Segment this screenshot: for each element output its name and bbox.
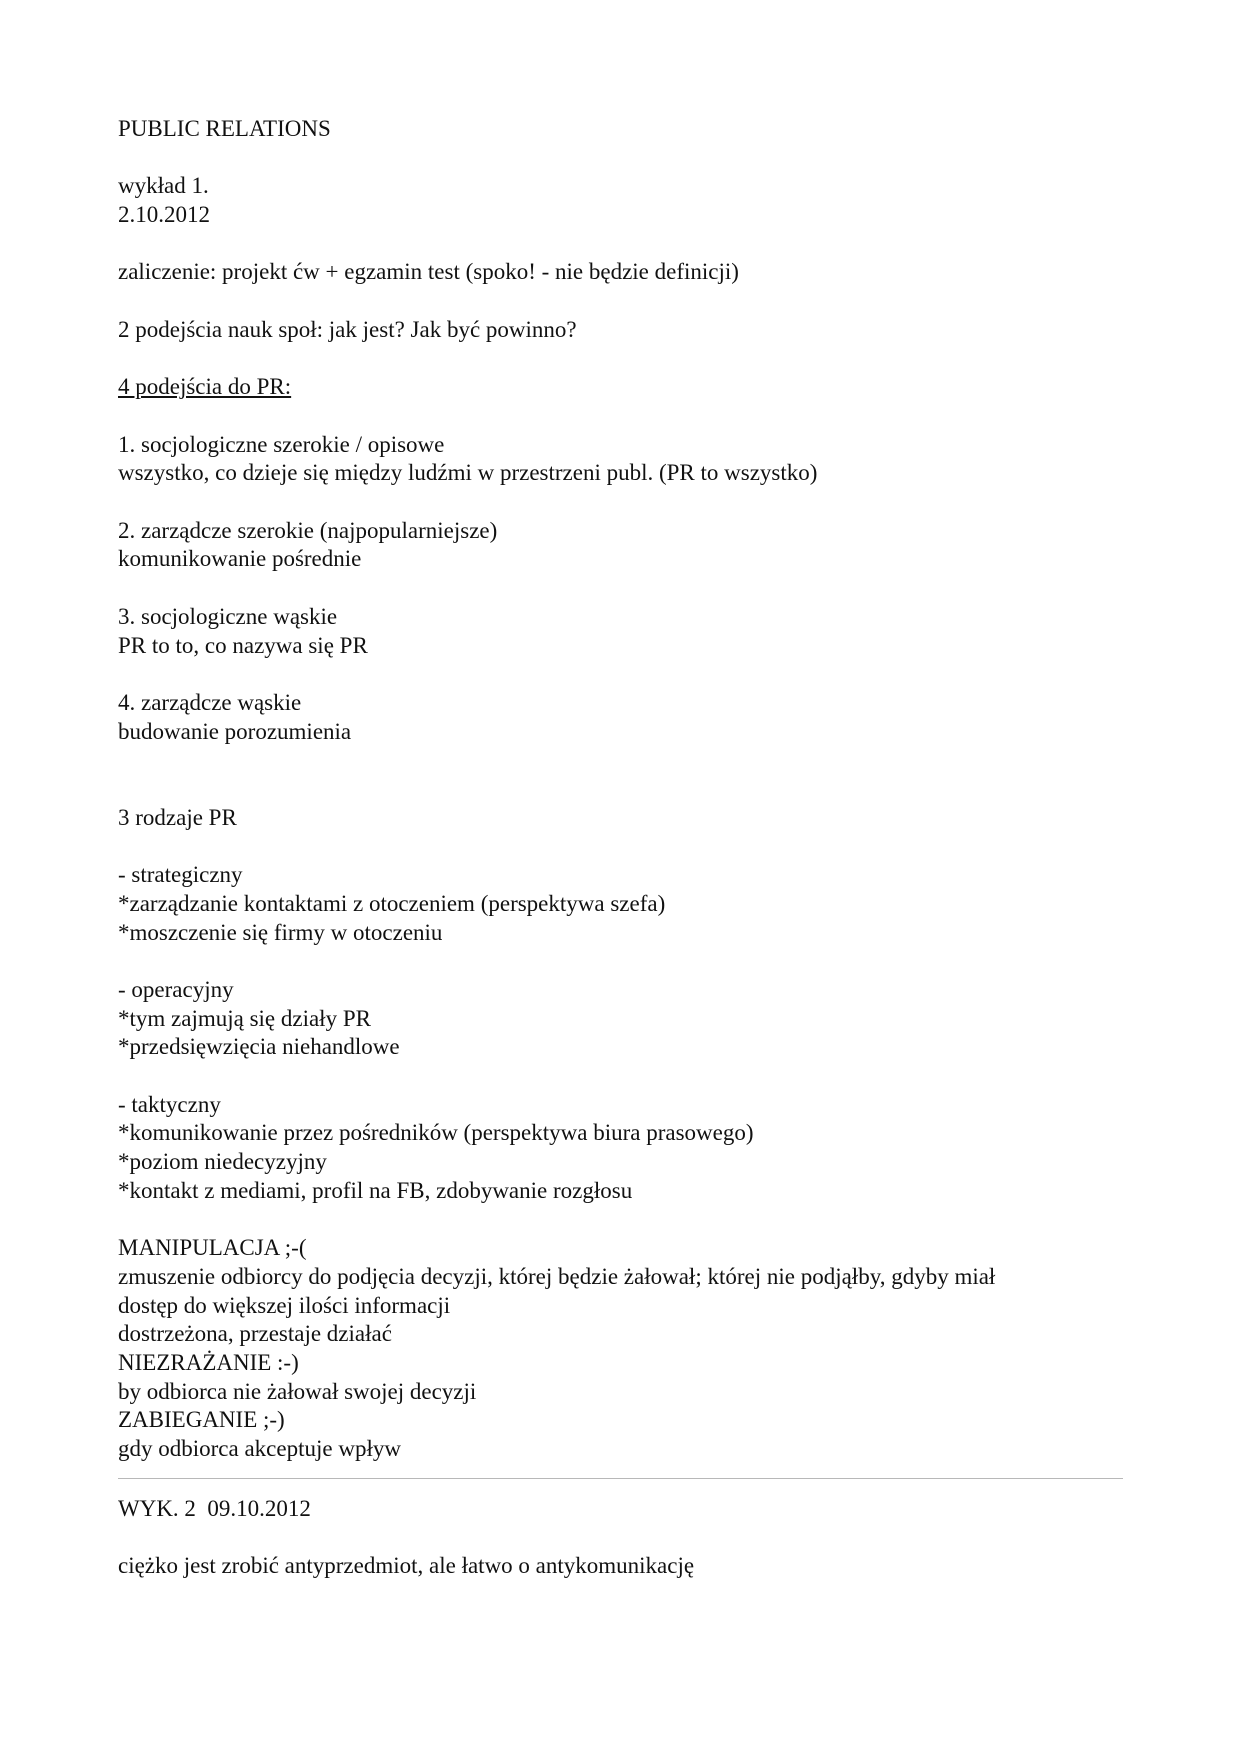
influence-line: zmuszenie odbiorcy do podjęcia decyzji, której będzie żałował; której nie podjąłby, gdyby miał [118,1263,996,1289]
type-point: *zarządzanie kontaktami z otoczeniem (perspektywa szefa) [118,890,666,916]
types-heading: 3 rodzaje PR [118,804,237,830]
type-name: - taktyczny [118,1091,221,1117]
type-point: *kontakt z mediami, profil na FB, zdobywanie rozgłosu [118,1177,633,1203]
document-page [118,115,1128,1581]
lecture2-header: WYK. 2 09.10.2012 [118,1495,311,1521]
type-point: *komunikowanie przez pośredników (perspektywa biura prasowego) [118,1120,754,1146]
lecture2-line: ciężko jest zrobić antyprzedmiot, ale łatwo o antykomunikację [118,1553,695,1579]
approaches-heading: 4 podejścia do PR: [118,374,292,400]
approach-desc: budowanie porozumienia [118,718,352,744]
approach-title: 4. zarządcze wąskie [118,689,302,715]
influence-line: ZABIEGANIE ;-) [118,1407,285,1433]
influence-line: MANIPULACJA ;-( [118,1235,307,1261]
approach-title: 1. socjologiczne szerokie / opisowe [118,431,445,457]
approach-desc: komunikowanie pośrednie [118,546,362,572]
lecture-label: wykład 1. [118,173,209,199]
influence-line: gdy odbiorca akceptuje wpływ [118,1436,401,1462]
approach-desc: wszystko, co dzieje się między ludźmi w przestrzeni publ. (PR to wszystko) [118,460,818,486]
type-name: - strategiczny [118,862,243,888]
type-point: *moszczenie się firmy w otoczeniu [118,919,443,945]
influence-line: dostęp do większej ilości informacji [118,1292,451,1318]
approach-title: 2. zarządcze szerokie (najpopularniejsze) [118,517,498,543]
document-title: PUBLIC RELATIONS [118,116,331,141]
type-point: *przedsięwzięcia niehandlowe [118,1034,400,1060]
type-point: *poziom niedecyzyjny [118,1149,327,1175]
influence-line: by odbiorca nie żałował swojej decyzji [118,1378,477,1404]
approach-desc: PR to to, co nazywa się PR [118,632,368,658]
lecture-date: 2.10.2012 [118,202,210,228]
two-approaches: 2 podejścia nauk społ: jak jest? Jak być powinno? [118,316,577,342]
horizontal-divider [118,1478,1123,1479]
type-point: *tym zajmują się działy PR [118,1005,371,1031]
approach-title: 3. socjologiczne wąskie [118,603,338,629]
influence-line: NIEZRAŻANIE :-) [118,1350,299,1376]
type-name: - operacyjny [118,976,234,1002]
credit-info: zaliczenie: projekt ćw + egzamin test (spoko! - nie będzie definicji) [118,259,739,285]
influence-line: dostrzeżona, przestaje działać [118,1321,392,1347]
